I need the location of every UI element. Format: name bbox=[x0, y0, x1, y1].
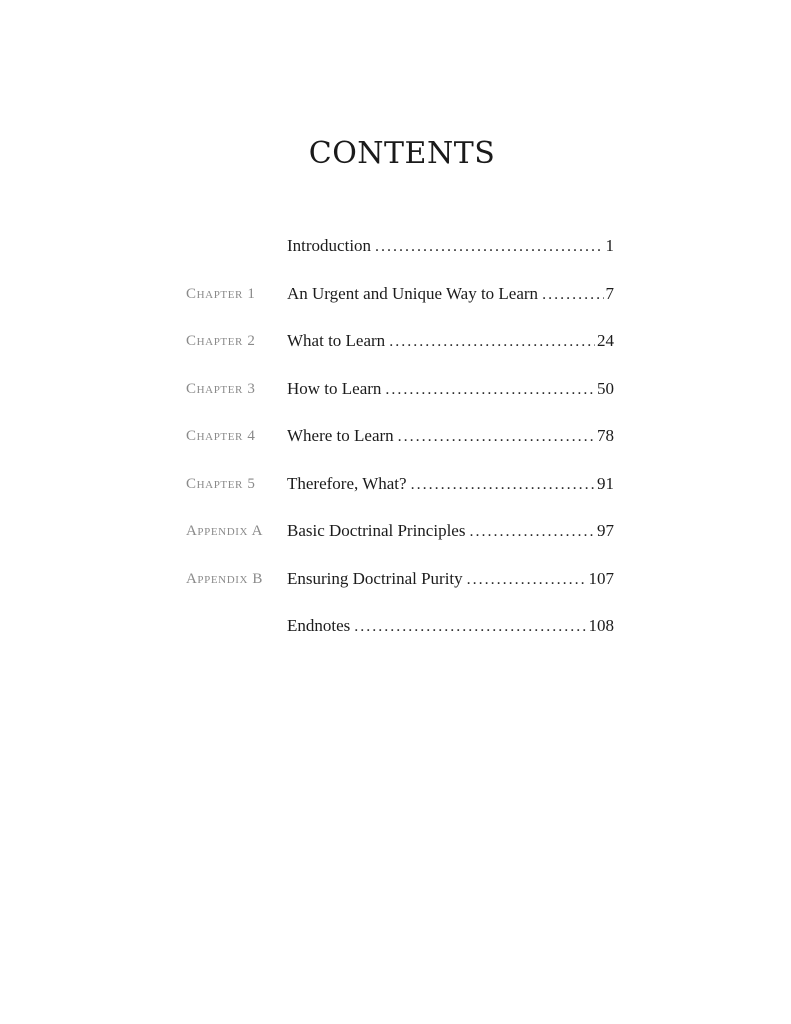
toc-entry-page-number: 7 bbox=[605, 284, 614, 303]
dot-leader bbox=[411, 476, 595, 494]
toc-entry-page-number: 107 bbox=[588, 569, 614, 588]
toc-entry-endnotes[interactable] bbox=[0, 616, 791, 640]
toc-entry-chapter-4[interactable] bbox=[0, 426, 791, 450]
toc-entry-title: Ensuring Doctrinal Purity bbox=[287, 569, 463, 588]
toc-entry-label: Chapter 2 bbox=[186, 333, 256, 349]
toc-entry-title: How to Learn bbox=[287, 379, 382, 398]
toc-entry-label: Chapter 5 bbox=[186, 476, 256, 492]
toc-entry-title: Introduction bbox=[287, 236, 372, 255]
toc-entry-title: Basic Doctrinal Principles bbox=[287, 521, 466, 540]
toc-entry-appendix-a[interactable] bbox=[0, 521, 791, 545]
toc-entry-label: Appendix B bbox=[186, 571, 264, 587]
toc-entry-title: Endnotes bbox=[287, 616, 351, 635]
dot-leader bbox=[354, 618, 586, 636]
dot-leader bbox=[375, 238, 603, 256]
toc-entry-title: Where to Learn bbox=[287, 426, 394, 445]
toc-entry-title: An Urgent and Unique Way to Learn bbox=[287, 284, 539, 303]
toc-entry-label: Appendix A bbox=[186, 523, 264, 539]
dot-leader bbox=[542, 286, 603, 304]
toc-entry-page-number: 78 bbox=[597, 426, 614, 445]
dot-leader bbox=[469, 523, 595, 541]
dot-leader bbox=[389, 333, 595, 351]
toc-entry-page-number: 1 bbox=[605, 236, 614, 255]
toc-entry-introduction[interactable] bbox=[0, 236, 791, 260]
toc-entry-chapter-5[interactable] bbox=[0, 474, 791, 498]
toc-entry-label: Chapter 3 bbox=[186, 381, 256, 397]
toc-entry-page-number: 50 bbox=[597, 379, 614, 398]
toc-entry-chapter-2[interactable] bbox=[0, 331, 791, 355]
toc-entry-chapter-3[interactable] bbox=[0, 379, 791, 403]
toc-entry-page-number: 91 bbox=[597, 474, 614, 493]
toc-entry-appendix-b[interactable] bbox=[0, 569, 791, 593]
toc-entry-title: What to Learn bbox=[287, 331, 386, 350]
toc-entry-chapter-1[interactable] bbox=[0, 284, 791, 308]
toc-entry-page-number: 97 bbox=[597, 521, 614, 540]
toc-entry-label: Chapter 1 bbox=[186, 286, 256, 302]
page-title: CONTENTS bbox=[308, 136, 496, 171]
toc-entry-label: Chapter 4 bbox=[186, 428, 256, 444]
toc-entry-title: Therefore, What? bbox=[287, 474, 407, 493]
toc-entry-page-number: 24 bbox=[597, 331, 614, 350]
dot-leader bbox=[398, 428, 595, 446]
dot-leader bbox=[385, 381, 595, 399]
dot-leader bbox=[467, 571, 587, 589]
toc-entry-page-number: 108 bbox=[588, 616, 614, 635]
